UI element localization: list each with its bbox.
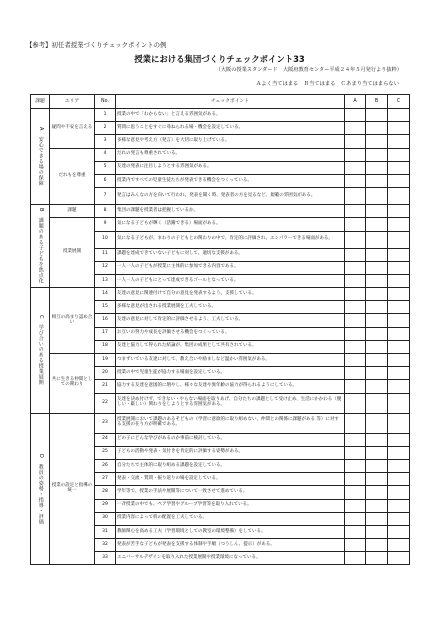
checkpoint-text: 一斉授業の中でも、ペア学習やグループ学習等を取り入れている。 [116,499,345,512]
checkpoint-text: 授業内ですべての児童生徒たちが発表できる機会をつくっている。 [116,174,345,187]
item-number: 19 [95,354,116,367]
rating-cell-b[interactable] [366,301,388,314]
item-number: 12 [95,261,116,274]
rating-cell-c[interactable] [388,486,410,499]
rating-cell-b[interactable] [366,459,388,472]
rating-cell-b[interactable] [366,274,388,287]
item-number: 23 [95,413,116,433]
table-row [31,218,410,231]
rating-cell-c[interactable] [388,433,410,446]
checkpoint-text: 課題を達成できていない子どもに対して、適切な支援がある。 [116,248,345,261]
task-label: C 学び合いのある授業展開 [37,315,44,386]
rating-cell-c[interactable] [388,218,410,231]
item-number: 29 [95,499,116,512]
item-number: 1 [95,109,116,122]
col-header-area: エリア [50,95,95,109]
checkpoint-text: 気になる子どもが輝く（活躍できる）場面がある。 [116,218,345,231]
rating-cell-a[interactable] [345,433,366,446]
rating-cell-b[interactable] [366,314,388,327]
rating-cell-c[interactable] [388,367,410,380]
rating-cell-a[interactable] [345,393,366,413]
area-cell: だれもを尊重 [50,148,95,205]
page-title: 授業における集団づくりチェックポイント33 [134,54,305,64]
item-number: 11 [95,248,116,261]
rating-cell-b[interactable] [366,354,388,367]
checkpoint-text: 発言はみんなの方を向いて行われ、発表を聞く時、発表者の方を見るなど、規範の雰囲気がある。 [116,188,345,205]
table-row [31,205,410,218]
item-number: 5 [95,161,116,174]
rating-cell-c[interactable] [388,148,410,161]
rating-cell-b[interactable] [366,231,388,248]
item-number: 17 [95,327,116,340]
rating-cell-a[interactable] [345,473,366,486]
item-number: 8 [95,205,116,218]
rating-cell-b[interactable] [366,218,388,231]
checkpoint-text: 多様な意見が出される授業展開を工夫している。 [116,301,345,314]
rating-cell-a[interactable] [345,539,366,552]
area-cell: 授業展開 [50,218,95,288]
rating-cell-c[interactable] [388,354,410,367]
rating-cell-a[interactable] [345,413,366,433]
rating-cell-b[interactable] [366,433,388,446]
rating-cell-b[interactable] [366,525,388,538]
checkpoint-text: 友達の意見に関連付けて自分の意見を発表するよう、支援している。 [116,288,345,301]
checkpoint-text: 発表・交流・質問・振り返りの場を設定している。 [116,473,345,486]
rating-cell-a[interactable] [345,459,366,472]
col-header-task: 課題 [31,95,50,109]
item-number: 20 [95,367,116,380]
item-number: 25 [95,446,116,459]
task-label: D 教員の姿勢・指導・評価 [37,453,44,525]
checkpoint-text: 授業の中で「わからない」と言える雰囲気がある。 [116,109,345,122]
checkpoint-text: 発表が苦手な子どもが発表を支援する体制や手順（つうしん、提示）がある。 [116,539,345,552]
checkpoint-text: 自分たちで主体的に取り組める課題を設定している。 [116,459,345,472]
checkpoint-text: 協力する友達を意図的に増やし、様々な友達や異年齢の協力が得られるようにしている。 [116,380,345,393]
rating-cell-a[interactable] [345,122,366,135]
col-header-c: C [388,95,410,109]
checkpoint-text: 授業展開において課題のあるそどもの（学習に意欲的に取り組めない、仲間との関係に課題がある 等）に対する支援の在り方が明確である。 [116,413,345,433]
item-number: 3 [95,135,116,148]
task-cell [31,109,50,205]
rating-cell-c[interactable] [388,393,410,413]
rating-cell-a[interactable] [345,512,366,525]
rating-cell-b[interactable] [366,148,388,161]
item-number: 4 [95,148,116,161]
rating-cell-c[interactable] [388,413,410,433]
rating-cell-c[interactable] [388,288,410,301]
checkpoint-text: だれの発言も尊重されている。 [116,148,345,161]
rating-cell-b[interactable] [366,380,388,393]
rating-cell-a[interactable] [345,301,366,314]
rating-cell-a[interactable] [345,109,366,122]
rating-cell-c[interactable] [388,380,410,393]
rating-cell-a[interactable] [345,261,366,274]
rating-cell-a[interactable] [345,148,366,161]
rating-cell-c[interactable] [388,248,410,261]
item-number: 14 [95,288,116,301]
item-number: 24 [95,433,116,446]
checkpoint-text: 子どもの活動や発表・気付きを肯定的に評価する姿勢がある。 [116,446,345,459]
rating-cell-a[interactable] [345,174,366,187]
rating-legend: Ａよく当てはまる Ｂ当てはまる Ｃあまり当てはまらない [255,81,399,87]
rating-cell-a[interactable] [345,248,366,261]
checkpoint-table [30,94,410,565]
checkpoint-text: 教師関心を高める工夫（学習環境としての教室の環境整備）をしている。 [116,525,345,538]
table-row [31,413,410,433]
rating-cell-b[interactable] [366,367,388,380]
item-number: 15 [95,301,116,314]
checkpoint-text: 友達と協力して得られた結論が、集団の成果として共有されている。 [116,340,345,353]
rating-cell-c[interactable] [388,231,410,248]
item-number: 32 [95,539,116,552]
rating-cell-a[interactable] [345,486,366,499]
rating-cell-c[interactable] [388,205,410,218]
rating-cell-c[interactable] [388,314,410,327]
rating-cell-a[interactable] [345,161,366,174]
area-cell: 相互の高まり認め合い [50,288,95,354]
rating-cell-b[interactable] [366,473,388,486]
rating-cell-b[interactable] [366,393,388,413]
rating-cell-b[interactable] [366,188,388,205]
rating-cell-b[interactable] [366,486,388,499]
task-label: B 課題のある子どもを焦点化 [37,208,44,284]
rating-cell-a[interactable] [345,205,366,218]
rating-cell-b[interactable] [366,413,388,433]
rating-cell-c[interactable] [388,499,410,512]
reference-note: 【参考】初任者授業づくりチェックポイントの例 [26,41,167,49]
col-header-point: チェックポイント [116,95,345,109]
rating-cell-b[interactable] [366,174,388,187]
rating-cell-c[interactable] [388,261,410,274]
checkpoint-text: 授業内容によって机の配置を工夫している。 [116,512,345,525]
rating-cell-c[interactable] [388,459,410,472]
rating-cell-a[interactable] [345,288,366,301]
item-number: 21 [95,380,116,393]
item-number: 33 [95,552,116,565]
col-header-b: B [366,95,388,109]
table-row [31,354,410,367]
rating-cell-b[interactable] [366,248,388,261]
rating-cell-c[interactable] [388,473,410,486]
rating-cell-a[interactable] [345,314,366,327]
rating-cell-a[interactable] [345,218,366,231]
rating-cell-c[interactable] [388,525,410,538]
item-number: 6 [95,174,116,187]
rating-cell-b[interactable] [366,135,388,148]
item-number: 18 [95,340,116,353]
table-body [31,109,410,565]
checkpoint-text: 授業の中で児童生徒が協力する場面を設定している。 [116,367,345,380]
rating-cell-a[interactable] [345,380,366,393]
rating-cell-c[interactable] [388,122,410,135]
rating-cell-b[interactable] [366,261,388,274]
area-cell: 授業の設定と指導の統一 [50,413,95,565]
checkpoint-text: 友達の意見に対して肯定的に評価させるよう、工夫している。 [116,314,345,327]
rating-cell-b[interactable] [366,512,388,525]
checkpoint-text: どの子にどんな学びがあるのか事前に検討している。 [116,433,345,446]
rating-cell-c[interactable] [388,327,410,340]
rating-cell-a[interactable] [345,188,366,205]
task-cell [31,413,50,565]
checkpoint-text: 一人一人の子どもが授業に主体的に参加できる内容である。 [116,261,345,274]
table-header-row [31,95,410,109]
rating-cell-b[interactable] [366,327,388,340]
area-cell: 課題 [50,205,95,218]
item-number: 26 [95,459,116,472]
rating-cell-b[interactable] [366,539,388,552]
checkpoint-text: お互いの努力や成長を評価させる機会をつくっている。 [116,327,345,340]
rating-cell-b[interactable] [366,340,388,353]
rating-cell-b[interactable] [366,446,388,459]
col-header-no: No. [95,95,116,109]
rating-cell-a[interactable] [345,367,366,380]
rating-cell-b[interactable] [366,288,388,301]
rating-cell-b[interactable] [366,122,388,135]
item-number: 27 [95,473,116,486]
source-note: （大阪の授業スタンダード 大阪府教育センター平成２４年５月発行より抜粋） [215,67,402,73]
task-label: A 安心できる場の保障 [37,127,44,187]
item-number: 10 [95,231,116,248]
rating-cell-c[interactable] [388,161,410,174]
table-row [31,288,410,301]
rating-cell-b[interactable] [366,161,388,174]
checkpoint-text: 友達を決め付けず、できない・やらない場面を取りあげ、自分たちの課題として受け止め、生活にかかわる（優しい・厳しい）関わりをしようとする雰囲気がある。 [116,393,345,413]
rating-cell-a[interactable] [345,274,366,287]
task-cell [31,288,50,414]
rating-cell-b[interactable] [366,205,388,218]
rating-cell-a[interactable] [345,446,366,459]
rating-cell-c[interactable] [388,340,410,353]
rating-cell-a[interactable] [345,135,366,148]
item-number: 9 [95,218,116,231]
checkpoint-text: 気になる子どもが、まわりの子どもとの関わりの中で、肯定的に評価され、エンパワーできる場面がある。 [116,231,345,248]
rating-cell-c[interactable] [388,552,410,565]
rating-cell-c[interactable] [388,539,410,552]
rating-cell-a[interactable] [345,231,366,248]
rating-cell-c[interactable] [388,301,410,314]
checkpoint-text: 一人一人の子どもにとって達成できるゴールとなっている。 [116,274,345,287]
rating-cell-c[interactable] [388,188,410,205]
checkpoint-text: ユニバーサルデザインを取り入れた授業展開や授業環境になっている。 [116,552,345,565]
rating-cell-a[interactable] [345,499,366,512]
item-number: 30 [95,512,116,525]
rating-cell-c[interactable] [388,135,410,148]
item-number: 16 [95,314,116,327]
rating-cell-a[interactable] [345,552,366,565]
item-number: 2 [95,122,116,135]
table-row [31,109,410,122]
area-cell: 疑問や不安を言える [50,109,95,149]
rating-cell-c[interactable] [388,174,410,187]
checkpoint-text: 集団の課題を授業者は把握しているか。 [116,205,345,218]
rating-cell-b[interactable] [366,109,388,122]
item-number: 31 [95,525,116,538]
rating-cell-c[interactable] [388,274,410,287]
rating-cell-c[interactable] [388,512,410,525]
table-row [31,148,410,161]
checkpoint-text: 友達の発表に注目しようとする雰囲気がある。 [116,161,345,174]
item-number: 28 [95,486,116,499]
checkpoint-text: つまずいている友達に対して、教え合いや励ましなど温かい雰囲気がある。 [116,354,345,367]
rating-cell-a[interactable] [345,525,366,538]
rating-cell-c[interactable] [388,109,410,122]
rating-cell-b[interactable] [366,499,388,512]
checkpoint-text: 学年等で、授業の手法や展開等について一致させて進めている。 [116,486,345,499]
task-cell [31,205,50,288]
rating-cell-b[interactable] [366,552,388,565]
area-cell: 共に生きる仲間としての関わり [50,354,95,414]
checkpoint-text: 多様な意見や考え方（発言）を大切に取り上げている。 [116,135,345,148]
col-header-a: A [345,95,366,109]
rating-cell-a[interactable] [345,354,366,367]
checkpoint-text: 質問に思うことをすぐに尋ねられる場・機会を設定している。 [116,122,345,135]
item-number: 7 [95,188,116,205]
rating-cell-a[interactable] [345,327,366,340]
rating-cell-a[interactable] [345,340,366,353]
item-number: 22 [95,393,116,413]
item-number: 13 [95,274,116,287]
rating-cell-c[interactable] [388,446,410,459]
